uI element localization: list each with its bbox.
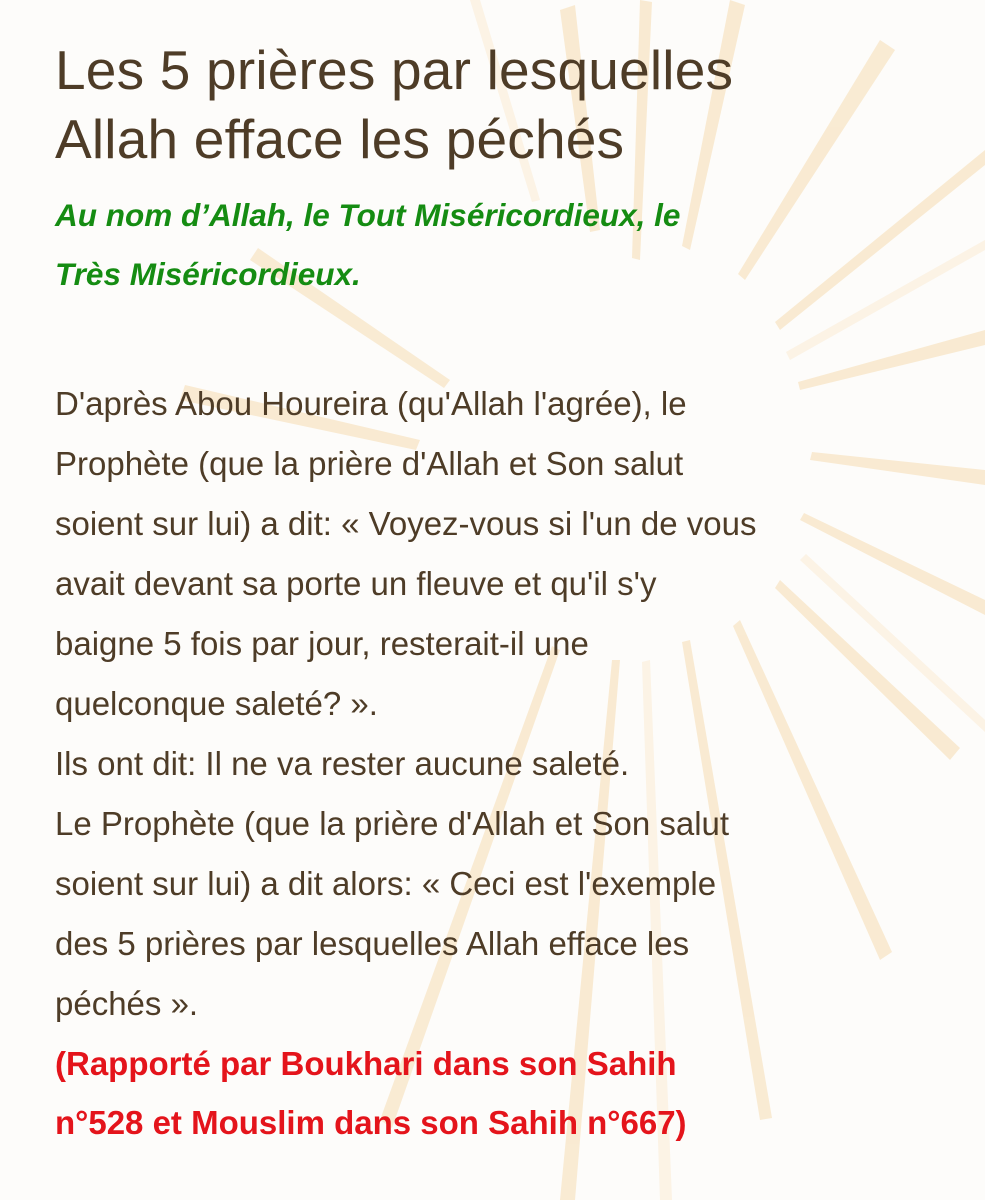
title-line: Les 5 prières par lesquelles [55, 39, 734, 101]
basmala-text [55, 186, 955, 304]
hadith-body [55, 374, 955, 1034]
article-content [55, 36, 955, 1152]
body-line: D'après Abou Houreira (qu'Allah l'agrée), le [55, 385, 687, 422]
body-line: des 5 prières par lesquelles Allah efface les [55, 925, 690, 962]
body-line: soient sur lui) a dit: « Voyez-vous si l'un de vous [55, 505, 757, 542]
basmala-line: Très Miséricordieux. [55, 256, 361, 292]
body-line: avait devant sa porte un fleuve et qu'il s'y [55, 565, 657, 602]
body-line: soient sur lui) a dit alors: « Ceci est l'exemple [55, 865, 717, 902]
body-line: quelconque saleté? ». [55, 685, 378, 722]
body-line: Ils ont dit: Il ne va rester aucune saleté. [55, 745, 630, 782]
source-line: n°528 et Mouslim dans son Sahih n°667) [55, 1104, 687, 1141]
basmala-line: Au nom d’Allah, le Tout Miséricordieux, le [55, 197, 681, 233]
body-line: Prophète (que la prière d'Allah et Son salut [55, 445, 684, 482]
body-line: baigne 5 fois par jour, resterait-il une [55, 625, 589, 662]
body-line: péchés ». [55, 985, 199, 1022]
article-title [55, 36, 955, 174]
hadith-source-reference [55, 1034, 955, 1152]
title-line: Allah efface les péchés [55, 108, 625, 170]
body-line: Le Prophète (que la prière d'Allah et Son salut [55, 805, 730, 842]
source-line: (Rapporté par Boukhari dans son Sahih [55, 1045, 677, 1082]
